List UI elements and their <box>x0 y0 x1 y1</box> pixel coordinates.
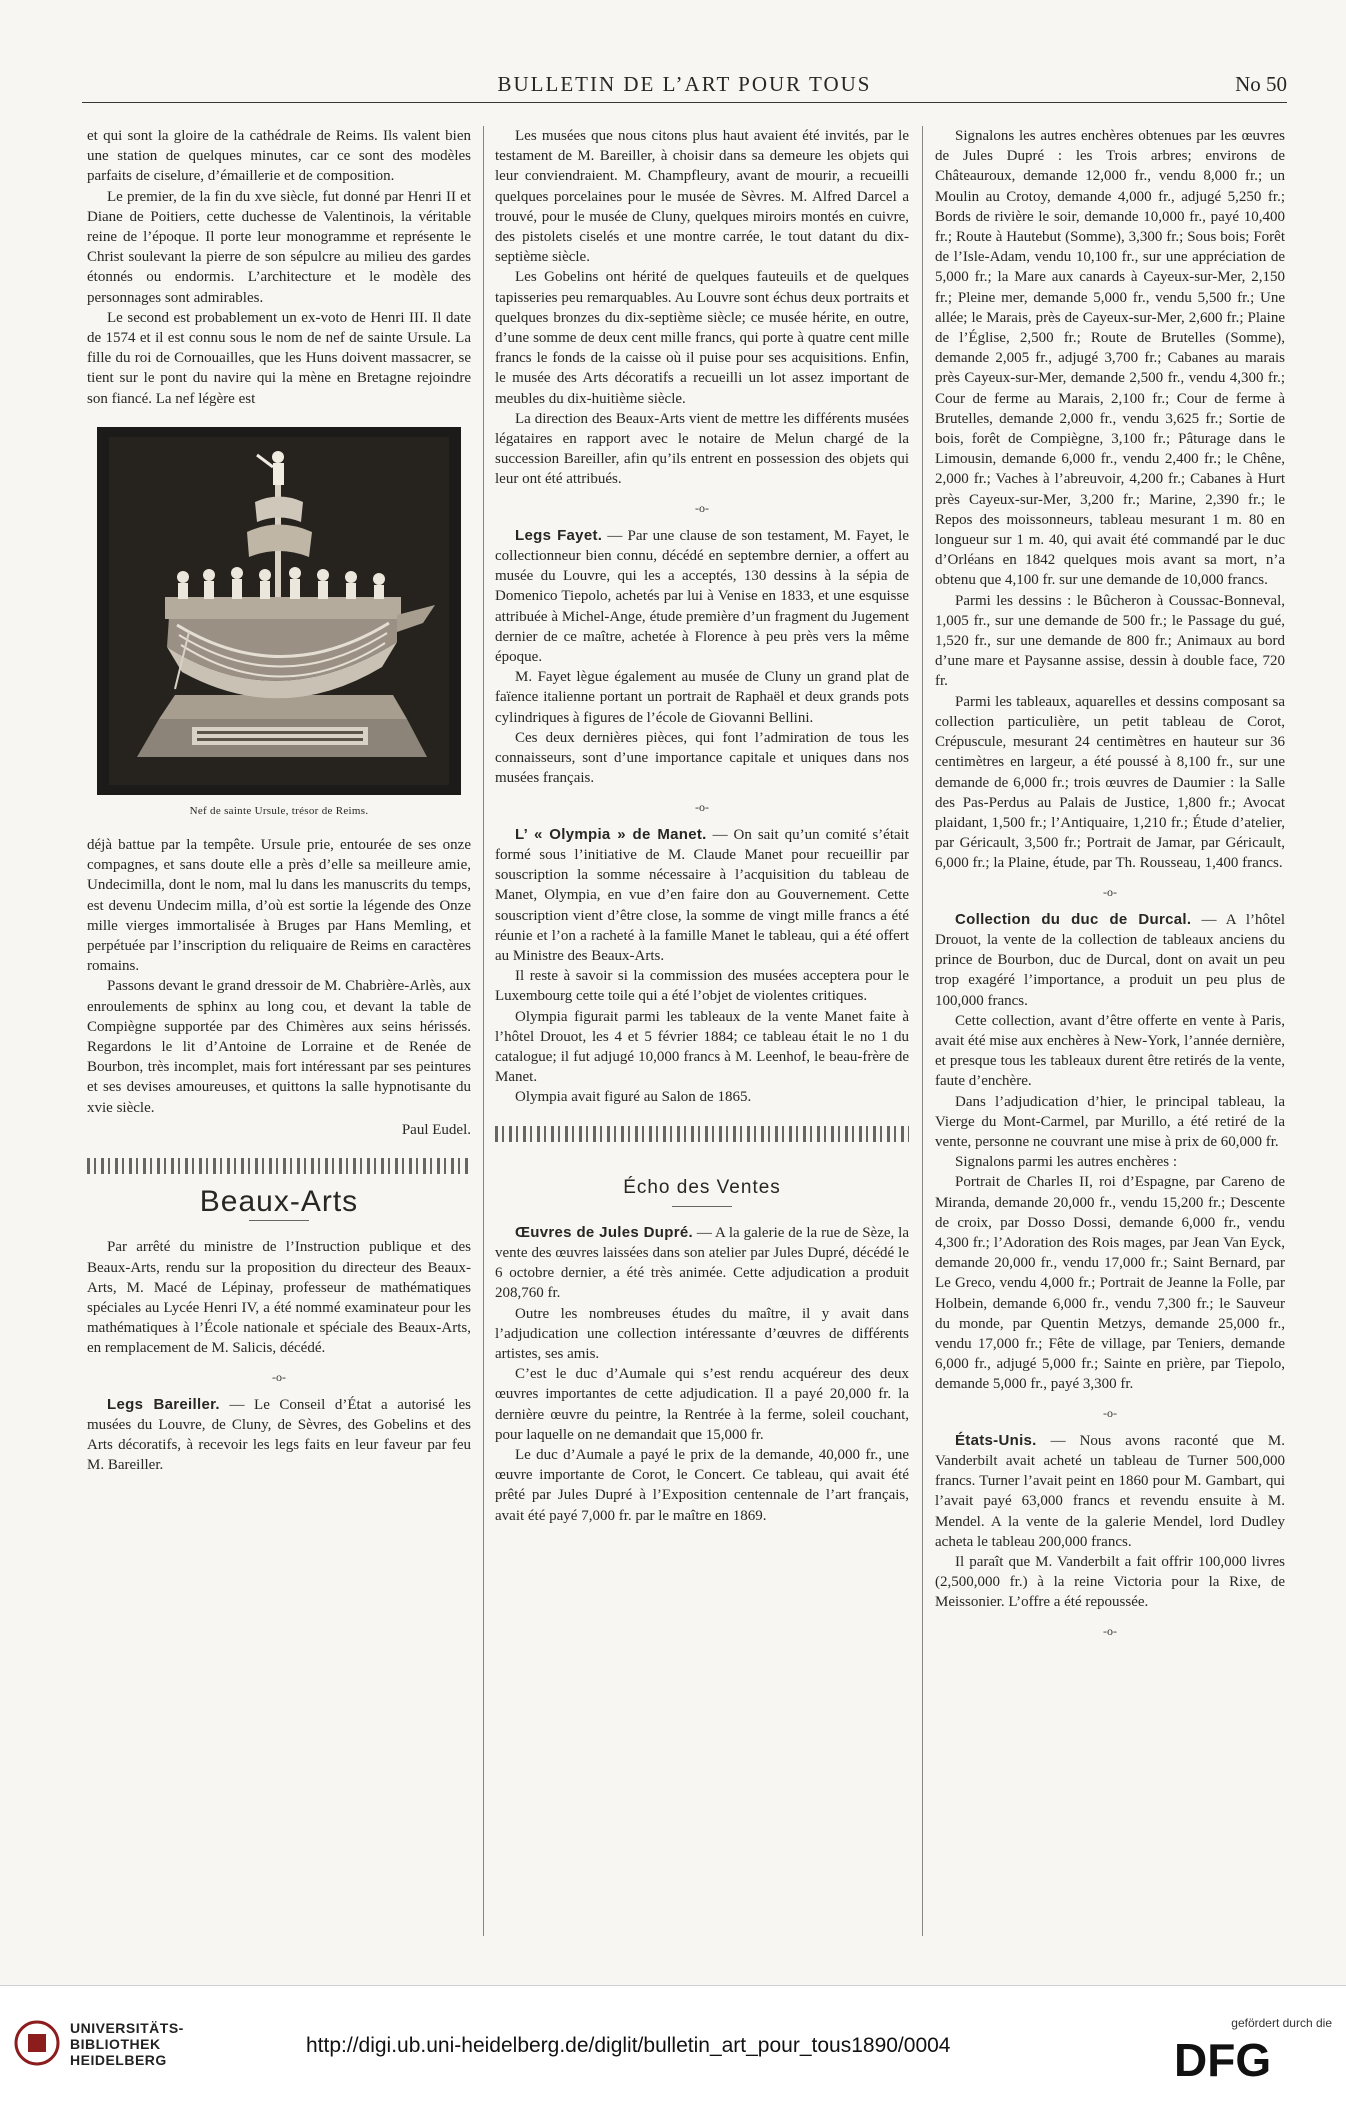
viewer-footer <box>0 1985 1346 2109</box>
paragraph: — Par une clause de son testament, M. Fayet, le collectionneur bien connu, décédé en septembre dernier, a offert au musée du Louvre, qui les a acceptés, 130 dessins à la sépia de Domenico Tiepolo, achetés par lui à Venise en 1833, et une esquisse attribuée à Michel-Ange, étude première d’un fragment du Jugement dernier de ce maître, achetée à Florence à peu près vers la même époque. <box>495 527 909 666</box>
paragraph: Les musées que nous citons plus haut avaient été invités, par le testament de M. Bareiller, à choisir dans sa demeure les objets qui leur conviendraient. M. Champfleury, avant de mourir, a recueilli quelques porcelaines pour le musée de Sèvres. M. Alfred Darcel a trouvé, pour le musée de Cluny, quelques miroirs montés en cuivre, des pistolets ciselés et une montre carrée, le tout datant du dix-septième siècle. <box>495 128 909 266</box>
paragraph: Par arrêté du ministre de l’Instruction publique et des Beaux-Arts, rendu sur la proposition du directeur des Beaux-Arts, M. Macé de Lépinay, professeur de mathématiques spéciales au Lycée Henri IV, a été nommé examinateur pour les mathématiques à l’École nationale et spéciale des Beaux-Arts, en remplacement de M. Salicis, décédé. <box>87 1239 471 1357</box>
paragraph: Le premier, de la fin du xve siècle, fut donné par Henri II et Diane de Poitiers, cette duchesse de Valentinois, la véritable reine de l’époque. Il porte leur monogramme et représente le Christ soulevant la pierre de son sépulcre au milieu des gardes étonnés ou endormis. L’architecture et le modèle des personnages sont admirables. <box>87 188 471 306</box>
paragraph: — A l’hôtel Drouot, la vente de la collection de tableaux anciens du prince de Bourbon, duc de Durcal, dont on avait un peu trop exagéré l’importance, a produit un peu plus de 100,000 francs. <box>935 911 1285 1009</box>
paragraph: — On sait qu’un comité s’était formé sous l’initiative de M. Claude Manet pour recueillir par souscription la somme nécessaire à l’acquisition du tableau de Manet, Olympia, en vue d’en faire don au Gouvernement. Cette souscription vient d’être close, la somme de vingt mille francs a été réunie et l’on a racheté à la famille Manet le tableau, qui a été offert au Ministre des Beaux-Arts. <box>495 826 909 964</box>
title-underline <box>672 1206 732 1207</box>
separator: -o- <box>1103 1623 1117 1638</box>
article-lead: Œuvres de Jules Dupré. <box>515 1223 693 1241</box>
separator: -o- <box>695 799 709 814</box>
article-lead: États-Unis. <box>955 1431 1037 1449</box>
paragraph: C’est le duc d’Aumale qui s’est rendu acquéreur des deux œuvres importantes de cette adjudication. Il a payé 20,000 fr. la dernière œuvre du peintre, la Rentrée à la ferme, soleil couchant, pour laquelle on ne demandait que 15,000 fr. <box>495 1366 909 1443</box>
paragraph: La direction des Beaux-Arts vient de mettre les différents musées légataires en rapport avec le notaire de Melun chargé de la succession Bareiller, afin qu’ils entrent en possession des objets qui leur ont été attribués. <box>495 410 909 488</box>
dfg-logo <box>1174 2034 1334 2080</box>
title-underline <box>249 1220 309 1221</box>
article-lead: Legs Bareiller. <box>107 1395 220 1413</box>
issue-number: No 50 <box>1235 72 1287 96</box>
figure-caption: Nef de sainte Ursule, trésor de Reims. <box>189 804 369 817</box>
section-title-beaux-arts: Beaux-Arts <box>199 1185 359 1219</box>
column-divider <box>483 126 484 1936</box>
paragraph: Olympia figurait parmi les tableaux de la vente Manet faite à l’hôtel Drouot, les 4 et 5 février 1884; ce tableau était le no 1 du catalogue; il fut adjugé 10,000 francs à M. Leenhof, le beau-frère de Manet. <box>495 1008 909 1086</box>
separator: -o- <box>695 500 709 515</box>
university-seal-icon <box>14 2020 60 2066</box>
column-left <box>87 126 471 1476</box>
ornamental-rule <box>495 1126 909 1142</box>
paragraph: Parmi les tableaux, aquarelles et dessins composant sa collection particulière, un petit tableau de Corot, Crépuscule, mesurant 24 centimètres en hauteur sur 36 centimètres en largeur, a été poussé à 8,100 fr., sur une demande de 6,000 fr.; trois œuvres de Daumier : la Salle des Pas-Perdus au Palais de Justice, 1,800 fr.; Avocat plaidant, 1,500 fr.; l’Antiquaire, 1,210 fr.; Étude d’atelier, par Géricault, 3,500 fr.; Portrait de Jamar, par Géricault, 6,000 fr.; la Plaine, étude, par Th. Rousseau, 1,400 francs. <box>935 693 1285 872</box>
paragraph: — A la galerie de la rue de Sèze, la vente des œuvres laissées dans son atelier par Jules Dupré, décédé le 6 octobre dernier, a été très animée. Cette adjudication a produit 208,760 fr. <box>495 1224 909 1302</box>
paragraph: Portrait de Charles II, roi d’Espagne, par Careno de Miranda, demande 20,000 fr., vendu 15,200 fr.; Descente de croix, par Dosso Dossi, demande 6,000 fr., vendu 4,300 fr.; l’Adoration des Rois mages, par Jean Van Eyck, demande 20,000 fr., vendu 17,000 fr.; Saint Bernard, par Le Greco, vendu 4,000 fr.; Portrait de Jeanne la Folle, par Holbein, demande 6,000 fr., vendu 7,300 fr.; le Sauveur du monde, par Quentin Metzys, demande 25,000 fr., vendu 17,000 fr.; Fête de village, par Teniers, demande 6,000 fr., adjugé 5,000 fr.; Sainte en prière, par Tiepolo, demande 5,000 fr., payé 3,300 fr. <box>935 1174 1285 1393</box>
paragraph: Signalons parmi les autres enchères : <box>955 1154 1178 1171</box>
paragraph: Cette collection, avant d’être offerte en vente à Paris, avait été mise aux enchères à New-York, l’année dernière, et presque tous les tableaux durent être retirés de la vente, faute d’enchère. <box>935 1012 1285 1090</box>
paragraph: Olympia avait figuré au Salon de 1865. <box>515 1089 752 1106</box>
paragraph: et qui sont la gloire de la cathédrale de Reims. Ils valent bien une station de quelques minutes, car ce sont des modèles parfaits de ciselure, d’émaillerie et de composition. <box>87 128 471 185</box>
article-lead: Legs Fayet. <box>515 526 603 544</box>
paragraph: Dans l’adjudication d’hier, le principal tableau, la Vierge du Mont-Carmel, par Murillo, a été retiré de la vente, personne ne couvrant une mise à prix de 60,000 fr. <box>935 1093 1285 1150</box>
paragraph: — Le Conseil d’État a autorisé les musées du Louvre, de Cluny, de Sèvres, des Gobelins et des Arts décoratifs, à recevoir les legs faits en leur faveur par feu M. Bareiller. <box>87 1396 472 1474</box>
paragraph: déjà battue par la tempête. Ursule prie, entourée de ses onze compagnes, et sans doute elle a près d’elle sa meilleure amie, Undecimilla, dont le nom, mal lu dans les manuscrits du temps, est devenu Undecim milla, d’où est sortie la légende des Onze mille vierges immortalisée à Bruges par Hans Memling, et perpétuée par l’inscription du reliquaire de Reims en caractères romains. <box>87 837 471 975</box>
library-name-line: UNIVERSITÄTS- <box>70 2020 184 2036</box>
paragraph: M. Fayet lègue également au musée de Cluny un grand plat de faïence italienne portant un portrait de Raphaël et deux grands pots cylindriques à figures de l’école de Giovanni Bellini. <box>495 669 909 726</box>
paragraph: Ces deux dernières pièces, qui font l’admiration de tous les connaisseurs, sont d’une importance capitale et uniques dans nos musées français. <box>495 729 909 787</box>
separator: -o- <box>1103 1405 1117 1420</box>
article-lead: L’ « Olympia » de Manet. <box>515 825 707 843</box>
funded-by-label: gefördert durch die <box>1231 2016 1332 2030</box>
paragraph: Les Gobelins ont hérité de quelques fauteuils et de quelques tapisseries peu remarquables. Au Louvre sont échus deux portraits et quelques bronzes du dix-septième siècle; ce musée hérite, en outre, d’une somme de deux cent mille francs, qui porte à quatre cent mille francs le fonds de la caisse où il puise pour ses acquisitions. Enfin, le musée des Arts décoratifs a recueilli un lot assez important de meubles du dix-huitième siècle. <box>495 269 909 407</box>
author-signature: Paul Eudel. <box>401 1121 471 1138</box>
article-lead: Collection du duc de Durcal. <box>955 910 1192 928</box>
library-name <box>70 2020 184 2068</box>
paragraph: Signalons les autres enchères obtenues par les œuvres de Jules Dupré : les Trois arbres; environs de Châteauroux, demande 12,000 fr., vendu 8,000 fr.; un Moulin au Crotoy, demande 4,000 fr., adjugé 5,250 fr.; Bords de rivière le soir, demande 10,000 fr., payé 10,400 fr.; Route à Hautebut (Somme), 3,300 fr.; Sous bois; Forêt de l’Isle-Adam, vendu 10,100 fr., sur une appréciation de 5,000 fr.; la Mare aux canards à Cayeux-sur-Mer, 2,150 fr.; Pleine mer, demande 5,000 fr., vendu 5,500 fr.; Une allée; le Marais, près de Cayeux-sur-Mer, 2,600 fr.; Plaine de l’Église, 2,500 fr.; Route de Brutelles (Somme), demande 2,005 fr., adjugé 3,700 fr.; Cabanes au marais près Cayeux-sur-Mer, demande 2,500 fr., vendu 4,300 fr.; Cour de ferme au Marais, 2,100 fr.; Cour de ferme à Brutelles, demande 2,000 fr., vendu 3,625 fr.; Sortie de bois, forêt de Compiègne, 3,100 fr.; Pâturage dans le Limousin, demande 6,000 fr., vendu 2,400 fr.; le Chêne, 2,000 fr.; Vaches à l’abreuvoir, 4,200 fr.; Cabanes à Hurt près Cayeux-sur-Mer, 3,200 fr.; Marine, 2,390 fr.; le Repos des moissonneurs, tableau mesurant 1 m. 80 en longueur sur 1 m. 40, qui avait été commandé par le duc d’Orléans en 1842 quelques mois avant sa mort, n’a obtenu que 4,100 fr. sur une demande de 10,000 francs. <box>935 128 1285 589</box>
column-right <box>935 126 1285 1649</box>
paragraph: — Nous avons raconté que M. Vanderbilt avait acheté un tableau de Turner 500,000 francs. Turner l’avait peint en 1860 pour M. Gambart, qui l’avait payé 63,000 francs et revendu ensuite à M. Mendel. A la vente de la galerie Mendel, lord Dudley acheta le tableau 200,000 francs. <box>935 1432 1285 1550</box>
paragraph: Il paraît que M. Vanderbilt a fait offrir 100,000 livres (2,500,000 fr.) à la reine Victoria pour la Rixe, de Meissonier. L’offre a été repoussée. <box>935 1554 1285 1611</box>
header-rule <box>82 102 1287 103</box>
ship-reliquary-illustration <box>97 427 461 795</box>
separator: -o- <box>272 1369 286 1384</box>
ship-reliquary-plate <box>97 427 461 795</box>
paragraph: Parmi les dessins : le Bûcheron à Coussac-Bonneval, 1,005 fr., sur une demande de 500 fr.; le Passage du gué, 1,520 fr., sur une demande de 800 fr.; Animaux au bord d’une mare et Paysanne assise, dessin à double face, 720 fr. <box>935 592 1285 690</box>
library-name-line: HEIDELBERG <box>70 2052 167 2068</box>
page-header <box>82 68 1287 108</box>
paragraph: Passons devant le grand dressoir de M. Chabrière-Arlès, aux enroulements de sphinx au long cou, et devant la table de Compiègne supportée par des Chimères aux seins hérissés. Regardons le lit d’Antoine de Lorraine et de Renée de Bourbon, très incomplet, mais fort intéressant par ses peintures et ses devises amoureuses, et quittons la salle hypnotisante du xvie siècle. <box>87 978 471 1116</box>
paragraph: Le second est probablement un ex-voto de Henri III. Il date de 1574 et il est connu sous le nom de nef de sainte Ursule. La fille du roi de Cornouailles, que les Huns doivent massacrer, se tient sur le pont du navire qui la mène en Bretagne rejoindre son fiancé. La nef légère est <box>87 309 471 407</box>
permalink-url[interactable]: http://digi.ub.uni-heidelberg.de/diglit/bulletin_art_pour_tous1890/0004 <box>306 2034 951 2057</box>
section-title-echo-des-ventes: Écho des Ventes <box>623 1176 781 1198</box>
column-divider <box>922 126 923 1936</box>
separator: -o- <box>1103 884 1117 899</box>
paragraph: Outre les nombreuses études du maître, il y avait dans l’adjudication une collection intéressante d’œuvres de différents artistes, ses amis. <box>495 1305 909 1362</box>
column-middle <box>495 126 909 1526</box>
ornamental-rule <box>87 1158 471 1174</box>
dfg-logo-text: DFG <box>1174 2034 1272 2080</box>
paragraph: Il reste à savoir si la commission des musées acceptera pour le Luxembourg cette toile qui a été l’objet de violentes critiques. <box>495 968 909 1005</box>
paragraph: Le duc d’Aumale a payé le prix de la demande, 40,000 fr., une œuvre importante de Corot, le Concert. Ce tableau, qui avait été prêté par Jules Dupré à l’Exposition centennale de l’art français, avait été payé 7,000 fr. par le maître en 1869. <box>495 1446 909 1524</box>
running-title: BULLETIN DE L’ART POUR TOUS <box>497 72 872 96</box>
library-name-line: BIBLIOTHEK <box>70 2036 161 2052</box>
